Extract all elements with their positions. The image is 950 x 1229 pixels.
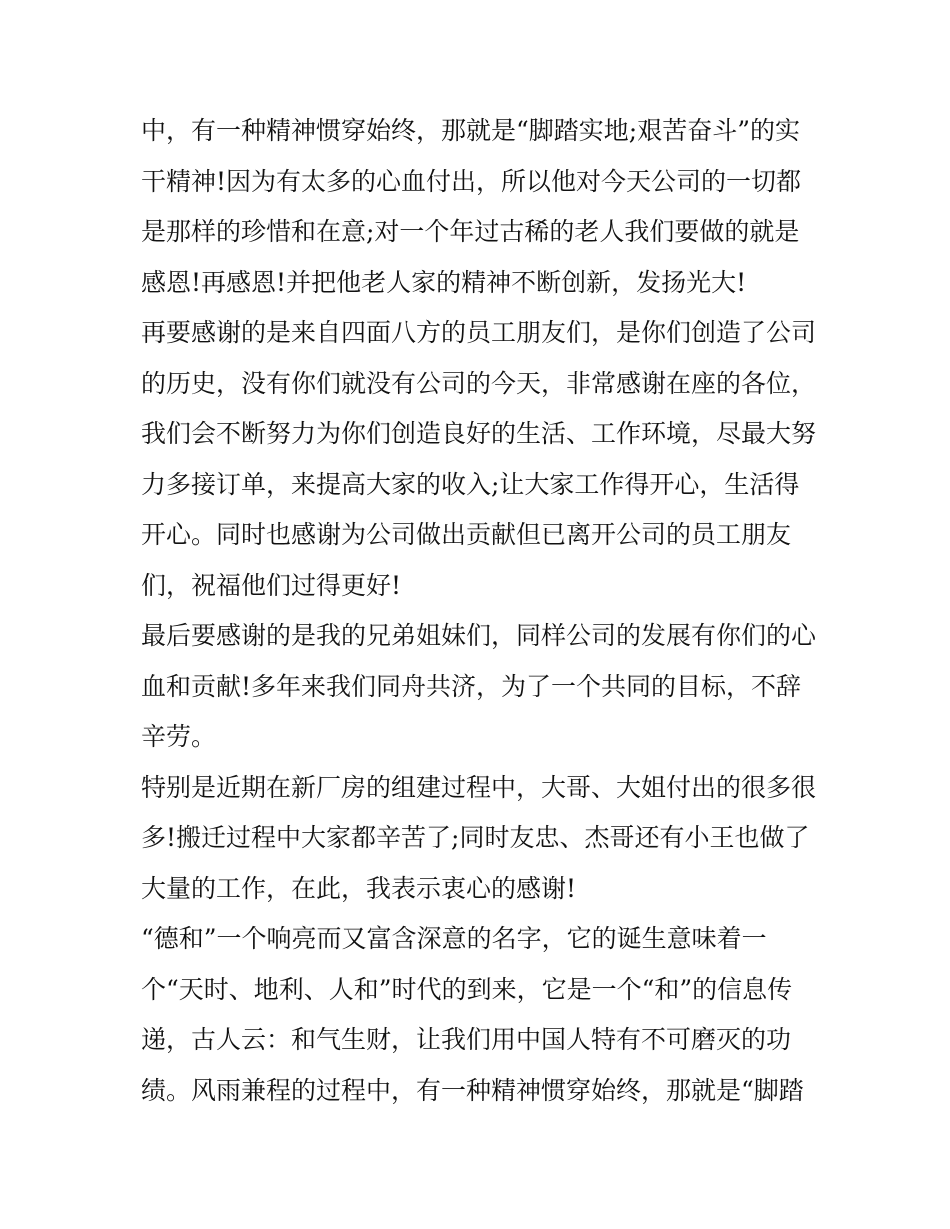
text-line: 血和贡献!多年来我们同舟共济，为了一个共同的目标，不辞 [141,671,802,701]
text-line: 是那样的珍惜和在意;对一个年过古稀的老人我们要做的就是 [141,217,800,246]
text-line: 中，有一种精神惯穿始终，那就是“脚踏实地;艰苦奋斗”的实 [141,116,800,145]
text-line: 辛劳。 [141,722,217,751]
text-line: 个“天时、地利、人和”时代的到来，它是一个“和”的信息传 [141,974,793,1004]
text-line: 特别是近期在新厂房的组建过程中，大哥、大姐付出的很多很 [141,772,817,802]
text-line: 力多接订单，来提高大家的收入;让大家工作得开心，生活得 [141,469,800,499]
text-line: 开心。同时也感谢为公司做出贡献但已离开公司的员工朋友 [141,520,792,549]
text-line: 的历史，没有你们就没有公司的今天，非常感谢在座的各位， [141,368,817,398]
text-line: 绩。风雨兼程的过程中，有一种精神惯穿始终，那就是“脚踏 [141,1075,804,1105]
text-line: 我们会不断努力为你们创造良好的生活、工作环境，尽最大努 [141,419,817,448]
text-line: 再要感谢的是来自四面八方的员工朋友们，是你们创造了公司 [141,318,817,347]
text-line: “德和”一个响亮而又富含深意的名字，它的诞生意味着一 [141,924,767,953]
text-line: 多!搬迁过程中大家都辛苦了;同时友忠、杰哥还有小王也做了 [141,823,810,852]
text-line: 大量的工作，在此，我表示衷心的感谢! [141,873,577,903]
text-line: 最后要感谢的是我的兄弟姐妹们，同样公司的发展有你们的心 [141,621,817,650]
body-text [141,106,821,1116]
text-line: 们，祝福他们过得更好! [141,570,402,600]
text-line: 感恩!再感恩!并把他老人家的精神不断创新，发扬光大! [141,267,747,297]
text-line: 递，古人云：和气生财，让我们用中国人特有不可磨灭的功 [141,1025,792,1054]
text-line: 干精神!因为有太多的心血付出，所以他对今天公司的一切都 [141,166,802,196]
